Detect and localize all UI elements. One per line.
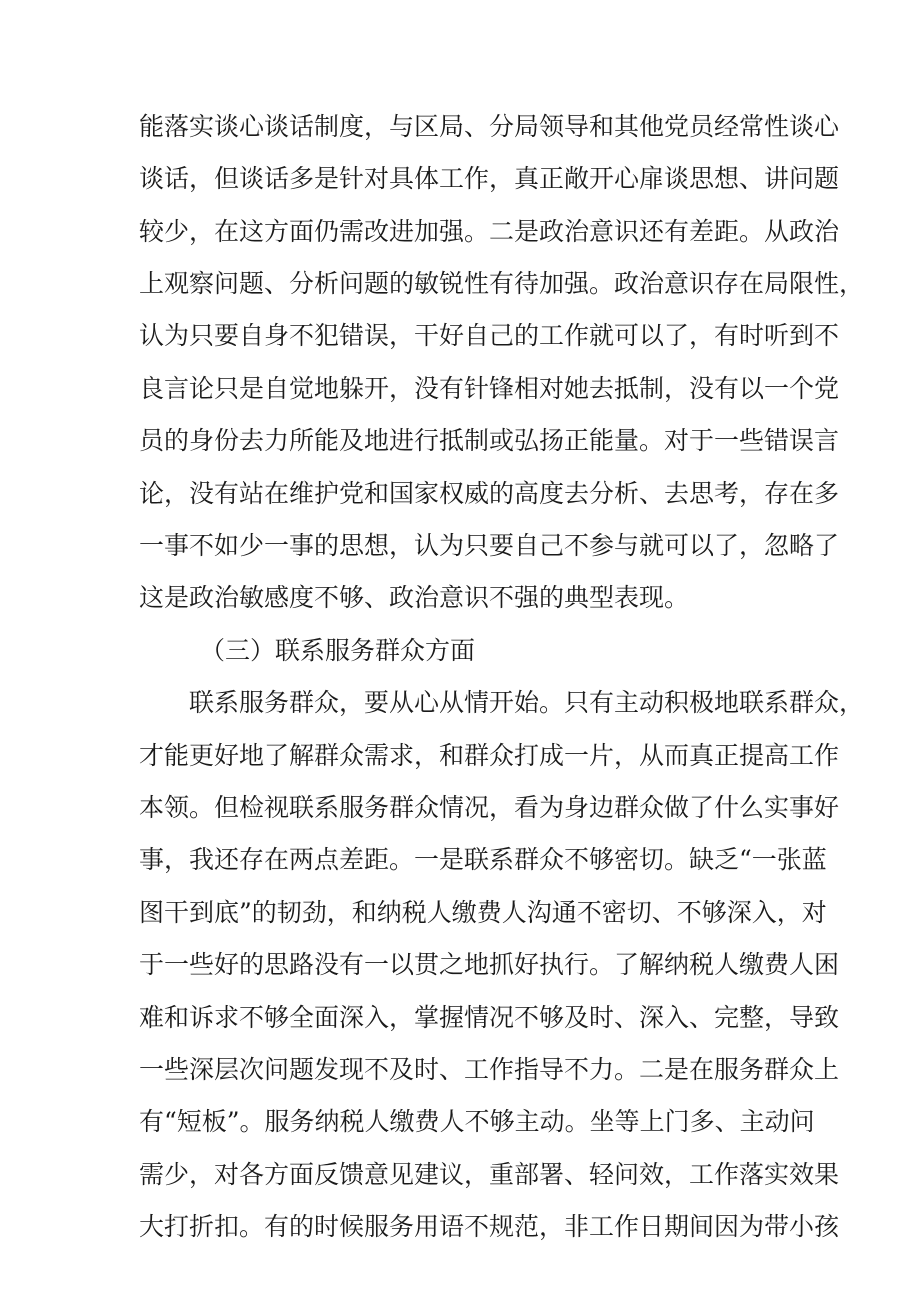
text-line-18: 难和诉求不够全面深入，掌握情况不够及时、深入、完整，导致 [139, 1003, 840, 1032]
text-line-22: 大打折扣。有的时候服务用语不规范，非工作日期间因为带小孩 [139, 1212, 840, 1241]
text-line-9: 一事不如少一事的思想，认为只要自己不参与就可以了，忽略了 [139, 531, 840, 560]
paragraph-first-line: 联系服务群众，要从心从情开始。只有主动积极地联系群众， [189, 688, 865, 717]
text-line-8: 论，没有站在维护党和国家权威的高度去分析、去思考，存在多 [139, 479, 840, 508]
text-line-5: 认为只要自身不犯错误，干好自己的工作就可以了，有时听到不 [139, 321, 840, 350]
text-line-17: 于一些好的思路没有一以贯之地抓好执行。了解纳税人缴费人困 [139, 950, 840, 979]
text-line-7: 员的身份去力所能及地进行抵制或弘扬正能量。对于一些错误言 [139, 426, 840, 455]
text-line-20: 有“短板”。服务纳税人缴费人不够主动。坐等上门多、主动问 [139, 1107, 815, 1136]
text-line-4: 上观察问题、分析问题的敏锐性有待加强。政治意识存在局限性， [139, 269, 865, 298]
text-line-10: 这是政治敏感度不够、政治意识不强的典型表现。 [139, 583, 690, 612]
text-line-15: 事，我还存在两点差距。一是联系群众不够密切。缺乏“一张蓝 [139, 845, 827, 874]
text-line-19: 一些深层次问题发现不及时、工作指导不力。二是在服务群众上 [139, 1055, 840, 1084]
text-line-16: 图干到底”的韧劲，和纳税人缴费人沟通不密切、不够深入，对 [139, 898, 827, 927]
text-line-14: 本领。但检视联系服务群众情况，看为身边群众做了什么实事好 [139, 793, 840, 822]
text-line-2: 谈话，但谈话多是针对具体工作，真正敞开心扉谈思想、讲问题 [139, 164, 840, 193]
section-heading: （三）联系服务群众方面 [200, 636, 476, 665]
text-line-6: 良言论只是自觉地躲开，没有针锋相对她去抵制，没有以一个党 [139, 374, 840, 403]
text-line-3: 较少，在这方面仍需改进加强。二是政治意识还有差距。从政治 [139, 217, 840, 246]
text-line-21: 需少，对各方面反馈意见建议，重部署、轻问效，工作落实效果 [139, 1160, 840, 1189]
text-line-13: 才能更好地了解群众需求，和群众打成一片，从而真正提高工作 [139, 741, 840, 770]
text-line-1: 能落实谈心谈话制度，与区局、分局领导和其他党员经常性谈心 [139, 112, 840, 141]
